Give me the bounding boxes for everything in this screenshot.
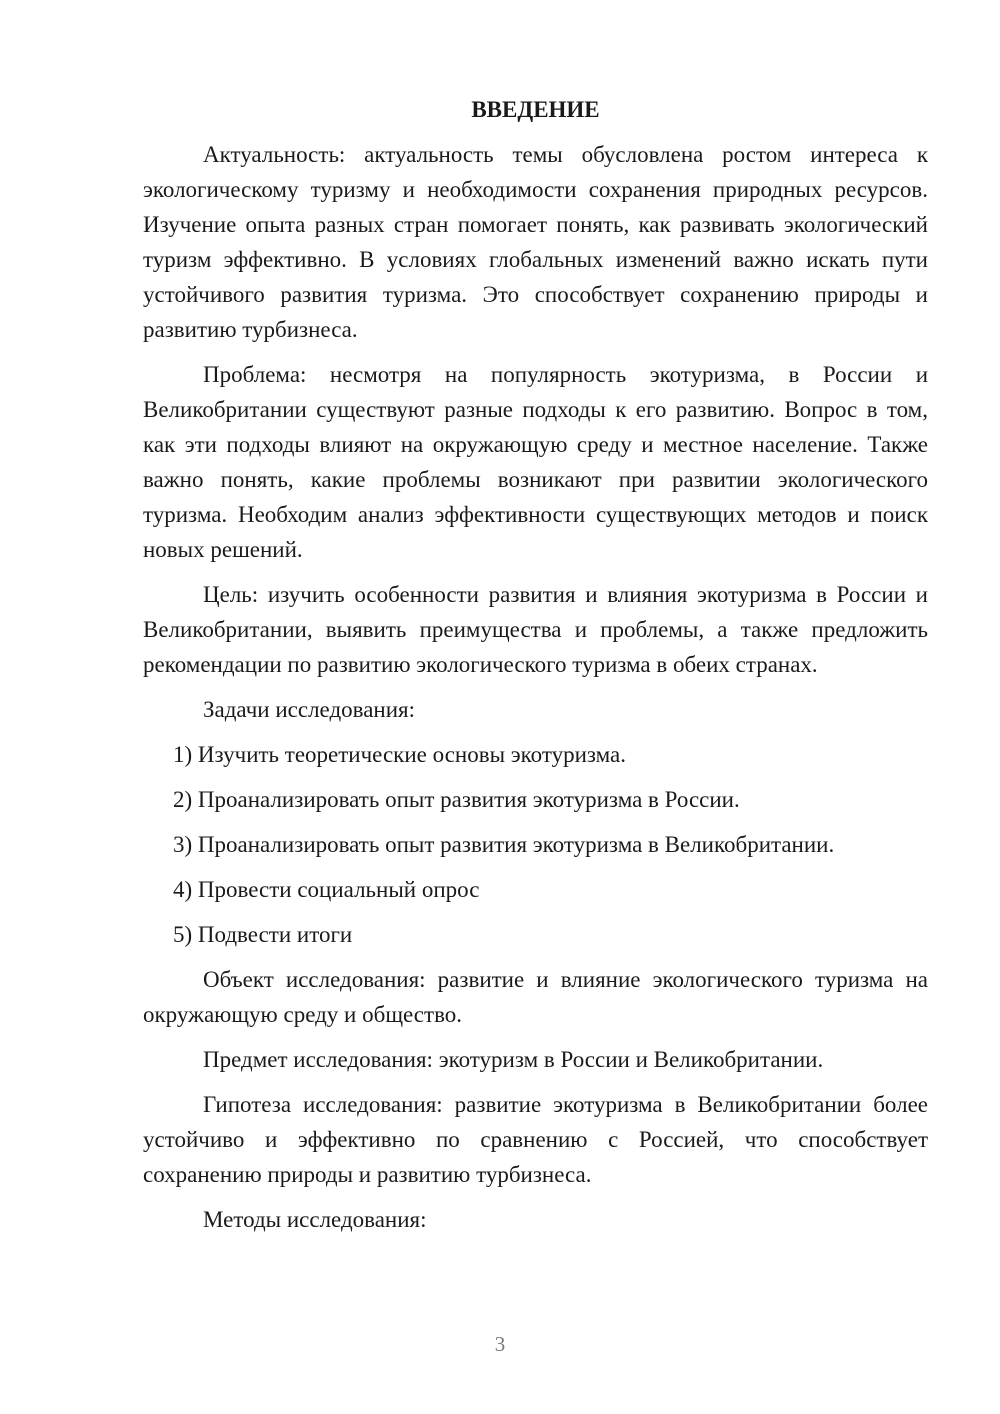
list-item: 1) Изучить теоретические основы экотуризма. <box>173 742 627 767</box>
list-item: 2) Проанализировать опыт развития экотуризма в России. <box>173 787 740 812</box>
paragraph-tasks-heading: Задачи исследования: <box>203 697 416 722</box>
page-number: 3 <box>494 1332 506 1356</box>
paragraph-goal: Цель: изучить особенности развития и влияния экотуризма в России и Великобритании, выявить преимущества и проблемы, а также предложить рекомендации по развитию экологического туризма в обеих странах. <box>143 582 928 677</box>
section-title: ВВЕДЕНИЕ <box>471 97 600 122</box>
paragraph-methods: Методы исследования: <box>203 1207 427 1232</box>
tasks-list <box>143 737 928 952</box>
list-item: 5) Подвести итоги <box>173 922 353 947</box>
paragraph-hypothesis: Гипотеза исследования: развитие экотуризма в Великобритании более устойчиво и эффективно по сравнению с Россией, что способствует сохранению природы и развитию турбизнеса. <box>143 1092 928 1187</box>
paragraph-problem: Проблема: несмотря на популярность экотуризма, в России и Великобритании существуют разные подходы к его развитию. Вопрос в том, как эти подходы влияют на окружающую среду и местное население. Также важно понять, какие проблемы возникают при развитии экологического туризма. Необходим анализ эффективности существующих методов и поиск новых решений. <box>143 362 928 562</box>
paragraph-relevance: Актуальность: актуальность темы обусловлена ростом интереса к экологическому туризму и необходимости сохранения природных ресурсов. Изучение опыта разных стран помогает понять, как развивать экологический туризм эффективно. В условиях глобальных изменений важно искать пути устойчивого развития туризма. Это способствует сохранению природы и развитию турбизнеса. <box>143 142 928 342</box>
paragraph-subject: Предмет исследования: экотуризм в России и Великобритании. <box>203 1047 824 1072</box>
list-item: 4) Провести социальный опрос <box>173 877 480 902</box>
list-item: 3) Проанализировать опыт развития экотуризма в Великобритании. <box>173 832 835 857</box>
page-content <box>143 95 928 1247</box>
paragraph-object: Объект исследования: развитие и влияние экологического туризма на окружающую среду и общество. <box>143 967 928 1027</box>
